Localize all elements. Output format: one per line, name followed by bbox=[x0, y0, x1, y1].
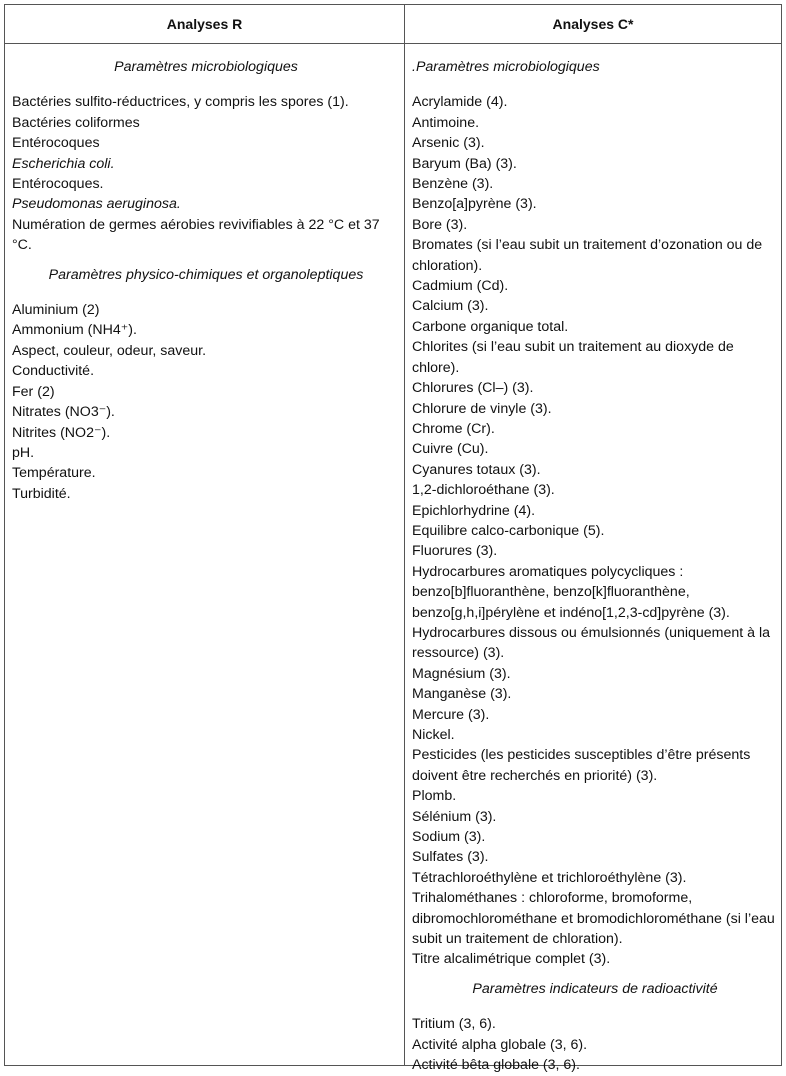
list-item: Calcium (3). bbox=[412, 298, 489, 315]
list-item: Aluminium (2) bbox=[12, 302, 100, 319]
column-divider bbox=[404, 5, 405, 1065]
list-item: Titre alcalimétrique complet (3). bbox=[412, 951, 611, 968]
list-item: Mercure (3). bbox=[412, 706, 490, 723]
analysis-table bbox=[4, 4, 782, 1074]
list-item: Cuivre (Cu). bbox=[412, 441, 489, 458]
list-item: Pseudomonas aeruginosa. bbox=[12, 196, 181, 213]
list-item: Antimoine. bbox=[412, 114, 480, 131]
list-item: Tétrachloroéthylène et trichloroéthylène (3). bbox=[412, 869, 687, 886]
list-item: Aspect, couleur, odeur, saveur. bbox=[12, 342, 207, 359]
list-item: Turbidité. bbox=[12, 485, 71, 502]
list-item: Fluorures (3). bbox=[412, 543, 498, 560]
list-item: Cadmium (Cd). bbox=[412, 278, 509, 295]
list-item: Bore (3). bbox=[412, 216, 468, 233]
list-item: Chlorure de vinyle (3). bbox=[412, 400, 552, 417]
list-item: Plomb. bbox=[412, 788, 457, 805]
header-analyses-c: Analyses C* bbox=[552, 16, 634, 32]
list-item: Ammonium (NH4⁺). bbox=[12, 322, 137, 339]
list-item: Hydrocarbures aromatiques polycycliques : benzo[b]fluoranthène, benzo[k]fluoranthène, benzo[g,h,i]pérylène et indéno[1,2,3-cd]pyrène (3). bbox=[412, 563, 730, 621]
list-item: Sélénium (3). bbox=[412, 808, 497, 825]
list-item: Entérocoques bbox=[12, 135, 100, 152]
list-item: Conductivité. bbox=[12, 363, 95, 380]
section-title-microbiological-c: .Paramètres microbiologiques bbox=[412, 59, 600, 75]
list-item: Chlorures (Cl–) (3). bbox=[412, 380, 534, 397]
list-item: Arsenic (3). bbox=[412, 135, 485, 152]
section-title-physico-chemical: Paramètres physico-chimiques et organoleptiques bbox=[48, 266, 364, 283]
list-item: Entérocoques. bbox=[12, 176, 104, 193]
list-item: Benzène (3). bbox=[412, 176, 494, 193]
list-item: Epichlorhydrine (4). bbox=[412, 502, 536, 519]
list-item: Equilibre calco-carbonique (5). bbox=[412, 522, 605, 539]
list-item: Activité alpha globale (3, 6). bbox=[412, 1036, 588, 1053]
list-item: Hydrocarbures dissous ou émulsionnés (uniquement à la ressource) (3). bbox=[412, 624, 771, 662]
list-item: Chlorites (si l’eau subit un traitement au dioxyde de chlore). bbox=[412, 339, 734, 376]
list-item: Bactéries coliformes bbox=[12, 114, 140, 131]
list-item: Fer (2) bbox=[12, 383, 55, 400]
list-item: Bromates (si l’eau subit un traitement d’ozonation ou de chloration). bbox=[412, 237, 763, 274]
list-item: Sulfates (3). bbox=[412, 849, 489, 866]
list-item: Sodium (3). bbox=[412, 829, 486, 846]
list-item: Nickel. bbox=[412, 727, 455, 743]
list-item: Carbone organique total. bbox=[412, 318, 569, 335]
list-item: Numération de germes aérobies revivifiables à 22 °C et 37 °C. bbox=[12, 216, 380, 254]
list-item: Nitrites (NO2⁻). bbox=[12, 424, 111, 441]
list-item: Escherichia coli. bbox=[12, 155, 115, 172]
header-divider bbox=[5, 43, 781, 44]
list-item: Pesticides (les pesticides susceptibles d’être présents doivent être recherchés en priorité) (3). bbox=[412, 747, 751, 784]
list-item: Activité bêta globale (3, 6). bbox=[412, 1057, 580, 1074]
header-analyses-r: Analyses R bbox=[166, 16, 243, 32]
section-title-microbiological: Paramètres microbiologiques bbox=[114, 59, 298, 75]
list-item: Nitrates (NO3⁻). bbox=[12, 404, 115, 421]
list-item: pH. bbox=[12, 444, 35, 461]
list-item: Benzo[a]pyrène (3). bbox=[412, 196, 537, 213]
list-item: 1,2-dichloroéthane (3). bbox=[412, 482, 555, 499]
list-item: Manganèse (3). bbox=[412, 686, 512, 703]
section-title-radioactivity: Paramètres indicateurs de radioactivité bbox=[472, 980, 718, 997]
list-item: Cyanures totaux (3). bbox=[412, 461, 541, 478]
list-item: Baryum (Ba) (3). bbox=[412, 155, 517, 172]
list-item: Chrome (Cr). bbox=[412, 420, 495, 437]
list-item: Tritium (3, 6). bbox=[412, 1016, 496, 1033]
left-column bbox=[12, 57, 400, 504]
list-item: Bactéries sulfito-réductrices, y compris les spores (1). bbox=[12, 94, 349, 111]
right-column bbox=[412, 57, 778, 1076]
list-item: Acrylamide (4). bbox=[412, 94, 508, 111]
list-item: Magnésium (3). bbox=[412, 665, 511, 682]
list-item: Température. bbox=[12, 465, 96, 482]
list-item: Trihalométhanes : chloroforme, bromoforme, dibromochlorométhane et bromodichlorométhane (si l’eau subit un traitement de chloration). bbox=[412, 890, 775, 948]
